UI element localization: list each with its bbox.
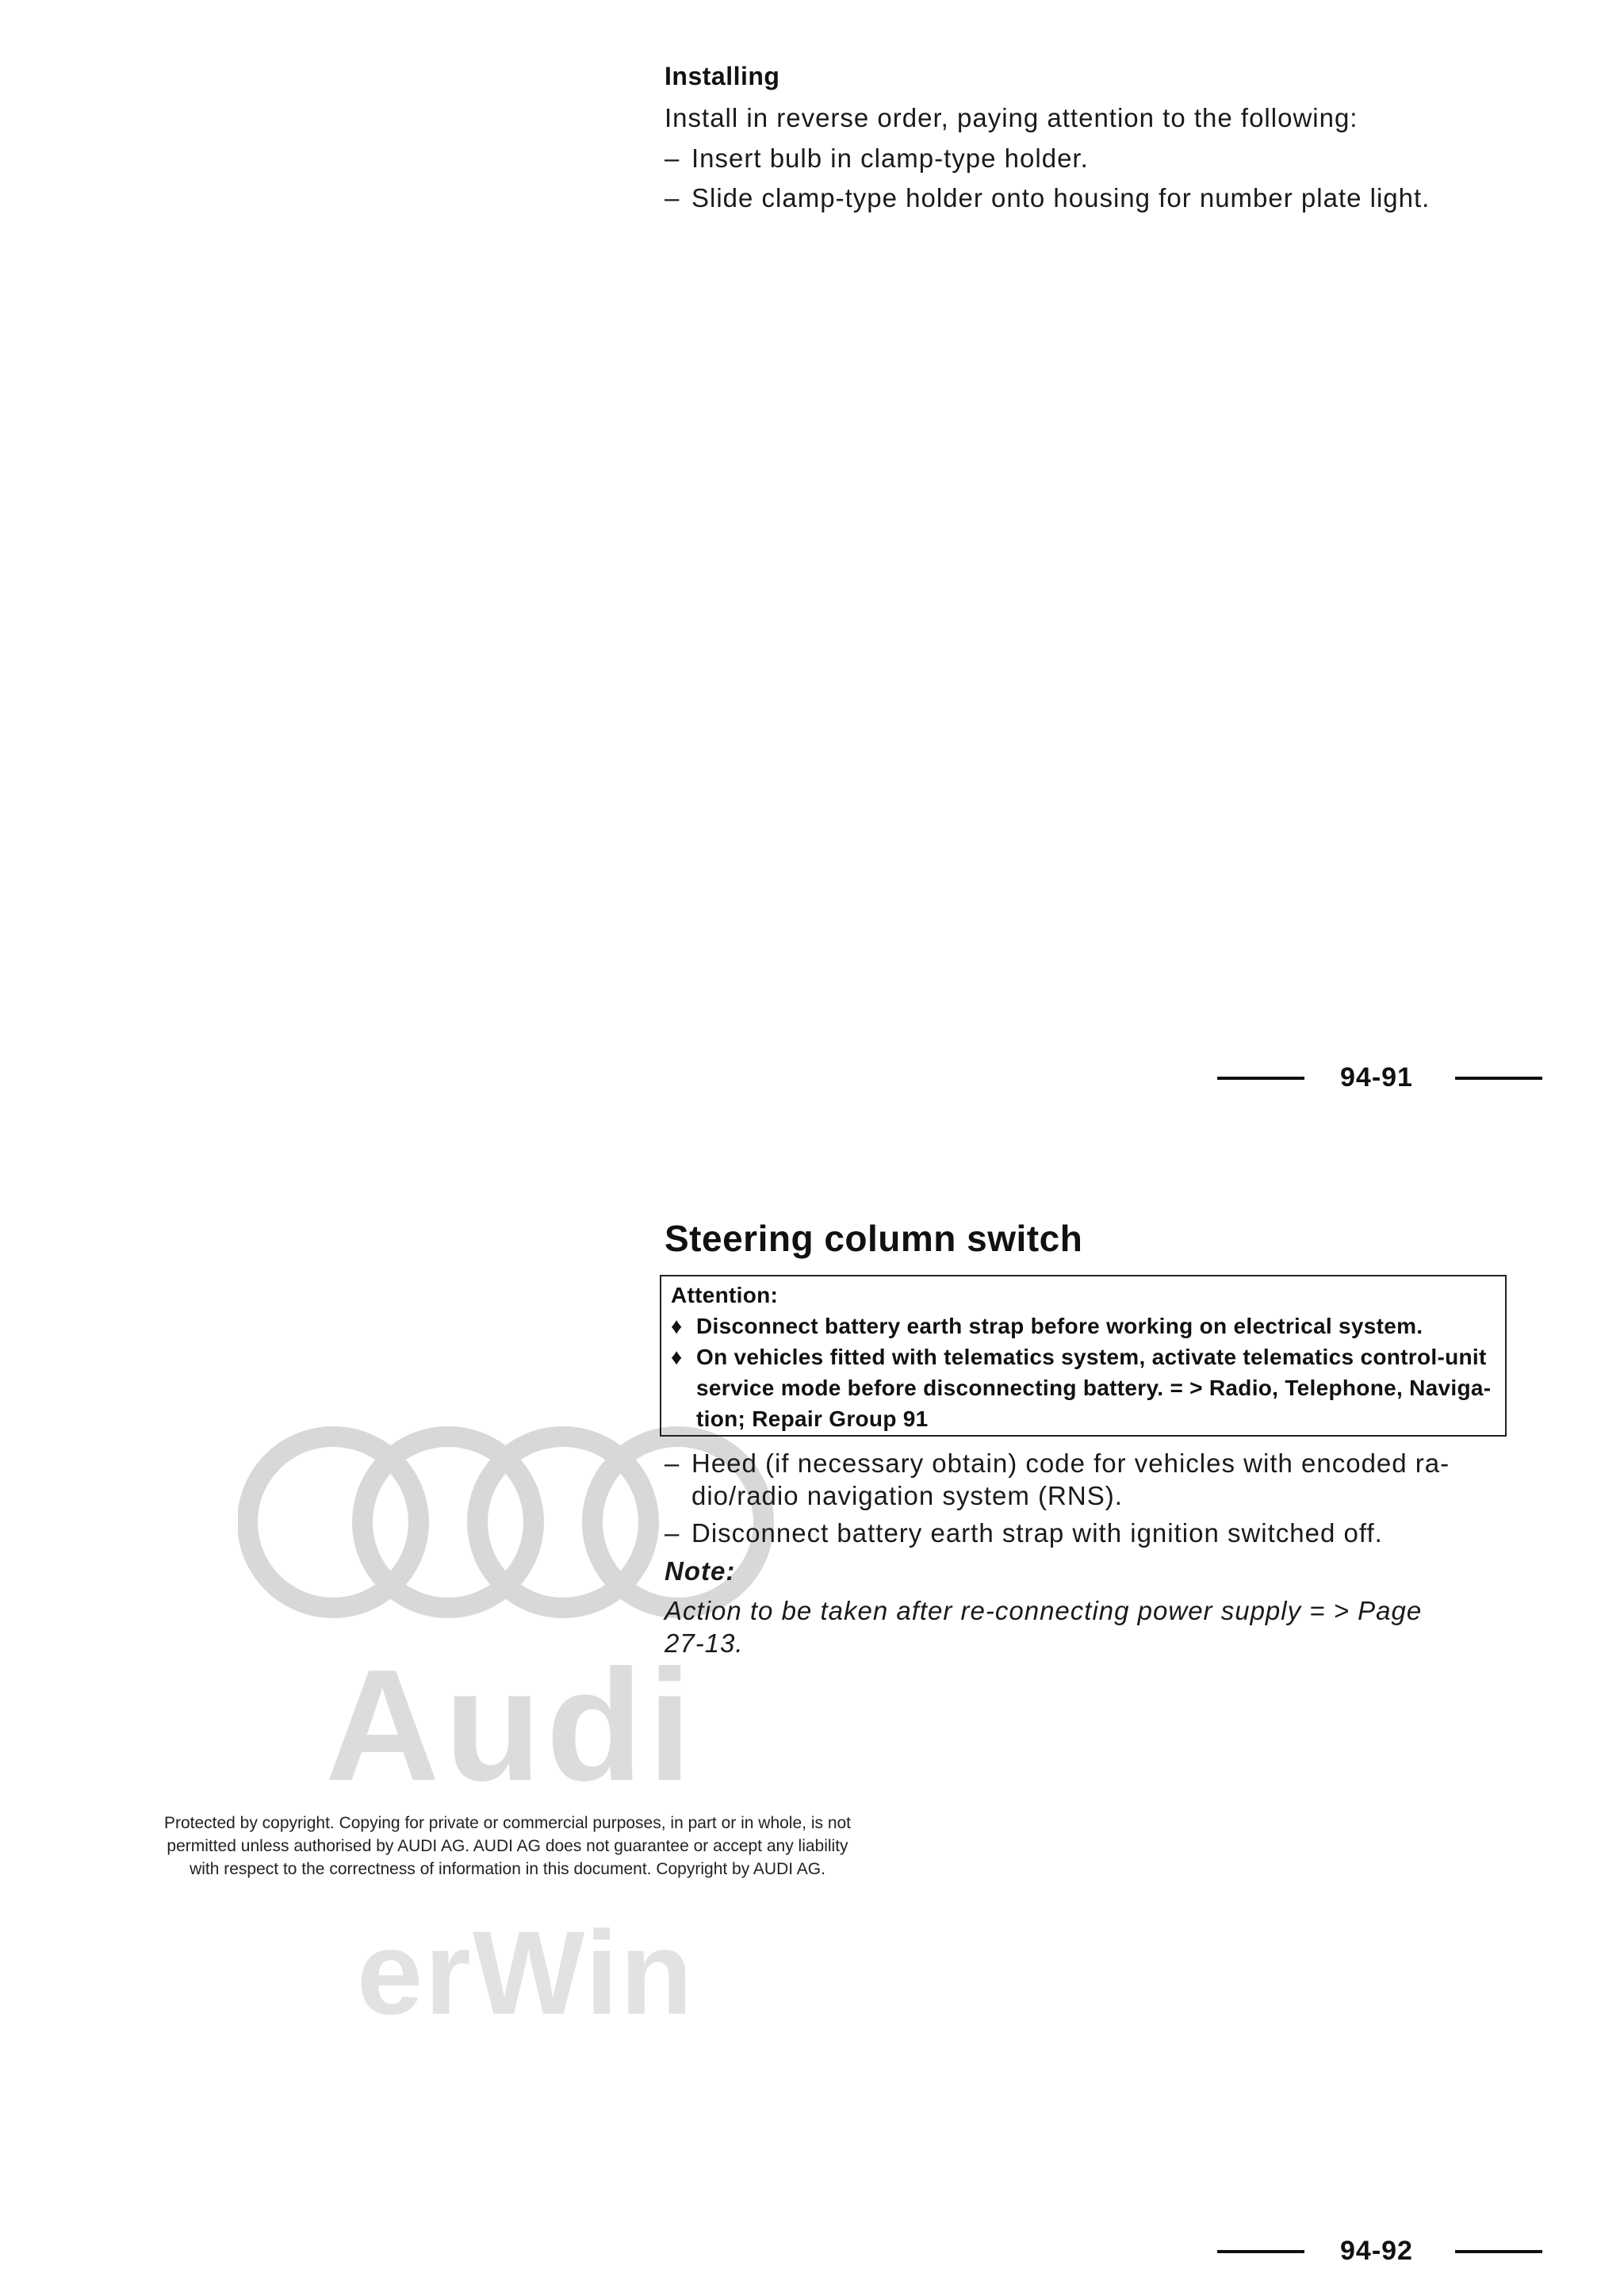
dash-glyph: – xyxy=(665,144,680,173)
page-number-94-91: 94-91 xyxy=(1340,1062,1413,1093)
heed-code-step-line-1: Heed (if necessary obtain) code for vehicles with encoded ra- xyxy=(691,1448,1450,1478)
installing-heading: Installing xyxy=(665,62,780,90)
attention-label: Attention: xyxy=(671,1283,779,1307)
copyright-line-1: Protected by copyright. Copying for private or commercial purposes, in part or in whole, is not xyxy=(163,1814,852,1832)
attention-item-2-line-3: tion; Repair Group 91 xyxy=(696,1406,929,1431)
install-intro: Install in reverse order, paying attention to the following: xyxy=(665,103,1358,132)
page-number-rule-right xyxy=(1455,1077,1542,1080)
heed-code-step xyxy=(665,1445,1450,1482)
install-step-2 xyxy=(665,179,1430,216)
diamond-bullet-icon: ♦ xyxy=(671,1314,683,1338)
dash-glyph: – xyxy=(665,1448,680,1478)
attention-item-2-line-2: service mode before disconnecting battery. = > Radio, Telephone, Naviga- xyxy=(696,1376,1492,1400)
page-number-rule-left xyxy=(1217,1077,1304,1080)
disconnect-step-text: Disconnect battery earth strap with ignition switched off. xyxy=(691,1518,1383,1548)
page-number-94-92: 94-92 xyxy=(1340,2236,1413,2266)
dash-glyph: – xyxy=(665,1518,680,1548)
install-step-1 xyxy=(665,140,1089,177)
copyright-line-3: with respect to the correctness of information in this document. Copyright by AUDI AG. xyxy=(190,1860,825,1878)
attention-box xyxy=(660,1275,1507,1437)
attention-item-2 xyxy=(671,1341,1487,1372)
attention-item-1-text: Disconnect battery earth strap before working on electrical system. xyxy=(696,1314,1423,1338)
audi-wordmark: Audi xyxy=(325,1637,697,1814)
install-step-1-text: Insert bulb in clamp-type holder. xyxy=(691,144,1089,173)
copyright-notice xyxy=(159,1812,856,1881)
diamond-bullet-icon: ♦ xyxy=(671,1345,683,1369)
attention-item-2-line-1: On vehicles fitted with telematics system, activate telematics control-unit xyxy=(696,1345,1487,1369)
note-label: Note: xyxy=(665,1556,736,1586)
note-text-line-1: Action to be taken after re-connecting power supply = > Page xyxy=(665,1596,1423,1625)
page-number-rule-left xyxy=(1217,2250,1304,2253)
page-number-rule-right xyxy=(1455,2250,1542,2253)
copyright-line-2: permitted unless authorised by AUDI AG. AUDI AG does not guarantee or accept any liability xyxy=(167,1837,848,1855)
attention-item-1 xyxy=(671,1311,1423,1341)
heed-code-step-line-2: dio/radio navigation system (RNS). xyxy=(691,1481,1123,1510)
section-title: Steering column switch xyxy=(665,1218,1083,1259)
disconnect-step xyxy=(665,1514,1383,1552)
dash-glyph: – xyxy=(665,183,680,212)
install-step-2-text: Slide clamp-type holder onto housing for number plate light. xyxy=(691,183,1431,212)
note-text-line-2: 27-13. xyxy=(665,1628,744,1658)
erwin-wordmark: erWin xyxy=(357,1906,695,2038)
